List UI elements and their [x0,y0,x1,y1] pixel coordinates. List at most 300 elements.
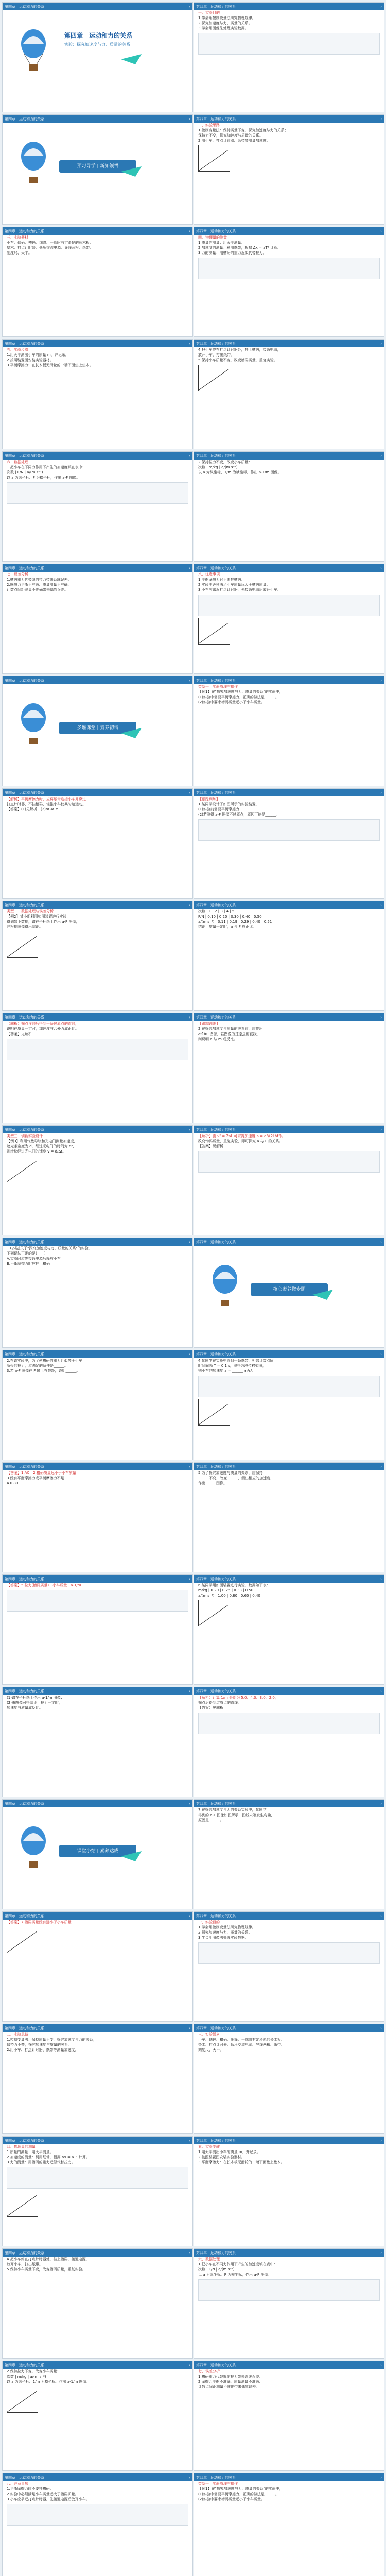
text-line: 八、注意事项 [198,572,220,577]
chapter-label: 第四章 运动和力的关系 [5,1352,44,1357]
text-line: 2.在该实验中，为了使槽码的重力近似等于小车 [7,1359,82,1363]
slide [194,2,384,112]
section-title: 课堂小结 | 素养达成 [77,1849,119,1854]
a-f-graph [7,931,38,958]
slide-header-bar [3,2137,192,2144]
chapter-label: 第四章 运动和力的关系 [5,4,44,9]
slide-header-bar [3,2249,192,2257]
slide-header-bar [3,1463,192,1470]
text-line: 2.摩擦力平衡不准确、质量测量不准确、 [7,583,72,587]
chapter-label: 第四章 运动和力的关系 [5,2138,44,2143]
text-line: 以 a 为纵坐标、F 为横坐标，作出 a-F 图像。 [7,476,80,480]
slide [194,901,384,1011]
text-line: 1.学会用控制变量法研究物理规律。 [198,16,256,20]
chapter-label: 第四章 运动和力的关系 [5,2475,44,2480]
slide-header-bar [194,1126,384,1133]
text-line: a-1/m 图像，若图像为过原点的直线， [198,1032,260,1036]
chevron-icon: › [380,4,382,9]
slide [194,788,384,899]
lesson-title: 实验：探究加速度与力、质量的关系 [64,42,130,47]
text-line: 刻度尺、天平。 [198,2048,223,2052]
text-line: 4.0.80 [7,1481,19,1485]
slide [2,451,193,562]
text-line: 以 a 为纵坐标、1/m 为横坐标，作出 a-1/m 图像。 [198,470,282,474]
slide [2,1013,193,1123]
text-line: 5.保持小车质量不变，改变槽码质量，重复实验。 [7,2267,86,2272]
chevron-icon: › [189,790,190,795]
text-line: 八、注意事项 [7,2482,28,2486]
slide-header-bar [3,1912,192,1920]
apparatus-diagram [198,2279,380,2301]
text-line: a/(m·s⁻²) | 0.11 | 0.19 | 0.29 | 0.40 | 0.51 [198,920,272,924]
text-line: 1.控制变量法：保持质量不变，探究加速度与力的关系； [198,128,288,132]
slide [2,1462,193,1572]
chapter-label: 第四章 运动和力的关系 [196,566,236,570]
text-line: 1.质量的测量：用天平测量。 [7,2150,54,2154]
chapter-label: 第四章 运动和力的关系 [5,341,44,346]
text-line: 以 a 为纵坐标、F 为横坐标，作出 a-F 图像。 [198,2273,272,2277]
paper-plane-icon [312,1290,333,1300]
slide [194,1911,384,2022]
chevron-icon: › [189,1127,190,1132]
slide-header-bar [3,1687,192,1695]
a-f-graph [198,365,230,391]
text-line: 类型三 创新实验设计 [7,1134,43,1138]
text-line: 3.没有平衡摩擦力或平衡摩擦力不足 [7,1476,64,1480]
chapter-label: 第四章 运动和力的关系 [196,2138,236,2143]
text-line: 5.保持小车质量不变，改变槽码质量，重复实验。 [198,358,277,362]
chevron-icon: › [380,790,382,795]
a-f-graph [198,145,230,172]
a-f-graph [198,1600,230,1626]
text-line: 2.加速度的测量：利用纸带，根据 Δx = aT² 计算。 [198,246,281,250]
slide-header-bar [194,901,384,909]
slide-header-bar [194,2473,384,2481]
text-line: 3.力的测量：用槽码的重力近似代替拉力。 [198,251,267,255]
text-line: 【解析】由 v² = 2aL 可求得加速度 a = d²/(2LΔt²)。 [198,1134,285,1138]
slide [194,1238,384,1348]
text-line: 【跟踪训练】 [198,1022,220,1026]
text-line: 【解析】平衡摩擦力时，应将纸带连接小车并穿过 [7,797,86,801]
text-line: 一、实验目的 [198,11,220,15]
slide [194,114,384,225]
slide [194,2024,384,2134]
slide-header-bar [194,2361,384,2369]
text-line: 计数点间距测量不准确带来偶然误差。 [198,2385,259,2389]
text-line: a/(m·s⁻²) | 1.00 | 0.80 | 0.60 | 0.40 [198,1594,260,1598]
text-line: 1.控制变量法：保持质量不变，探究加速度与力的关系； [7,2038,97,2042]
text-line: 时间间隔 T = 0.1 s，测得各段位移如图， [198,1364,266,1368]
text-line: 2.在探究加速度与质量的关系时，应作出 [198,1027,263,1031]
chapter-label: 第四章 运动和力的关系 [196,678,236,683]
text-line: F/N | 0.10 | 0.20 | 0.30 | 0.40 | 0.50 [198,914,262,919]
chevron-icon: › [380,903,382,907]
chapter-label: 第四章 运动和力的关系 [5,116,44,121]
text-line: A.实验时应先接通电源后释放小车 [7,1257,61,1261]
chevron-icon: › [189,2026,190,2030]
chevron-icon: › [380,1464,382,1469]
chapter-label: 第四章 运动和力的关系 [5,229,44,233]
text-line: 1.用天平测出小车的质量 m，并记录。 [198,2150,260,2154]
chapter-label: 第四章 运动和力的关系 [196,116,236,121]
chapter-label: 第四章 运动和力的关系 [5,1577,44,1581]
text-line: 7.在探究加速度与力的关系实验中，某同学 [198,1808,267,1812]
chapter-label: 第四章 运动和力的关系 [196,1240,236,1244]
text-line: 【答案】见解析 [198,1706,223,1710]
slide-header-bar [194,564,384,572]
text-line: 说明在质量一定时，加速度与合外力成正比。 [7,1027,79,1031]
slide-header-bar [3,1238,192,1246]
slide [194,2136,384,2246]
apparatus-diagram [198,258,380,279]
text-line: 四、物理量的测量 [7,2145,36,2149]
chapter-label: 第四章 运动和力的关系 [5,1240,44,1244]
text-line: 二、实验思路 [7,2032,28,2037]
text-line: 遮光条宽度为 d，经过光电门的时间为 Δt， [7,1144,77,1148]
chapter-label: 第四章 运动和力的关系 [196,4,236,9]
slide-header-bar [194,3,384,10]
text-line: 类型一 实验原理与操作 [198,685,238,689]
chapter-label: 第四章 运动和力的关系 [5,790,44,795]
text-line: 结论：质量一定时，a 与 F 成正比。 [198,925,256,929]
chevron-icon: › [189,2138,190,2143]
chapter-label: 第四章 运动和力的关系 [196,2250,236,2255]
text-line: 得到的 a-F 图像如图所示，图线末端发生弯曲， [198,1813,275,1817]
slide [194,2361,384,2471]
paper-plane-icon [121,166,142,177]
text-line: 3.学会用图像法处理实验数据。 [198,1936,249,1940]
slide [194,1125,384,1235]
text-line: 【答案】(1)见解析 (2)m ≪ M [7,807,59,811]
slide-header-bar [3,452,192,460]
chevron-icon: › [189,4,190,9]
text-line: 并根据图像得出结论。 [7,925,43,929]
text-line: 类型一 实验原理与操作 [198,2482,238,2486]
slide [2,114,193,225]
text-line: 次数 | F/N | a/(m·s⁻²) [198,2267,235,2272]
slide [2,1125,193,1235]
text-line: 二、实验思路 [198,123,220,127]
chapter-label: 第四章 运动和力的关系 [5,678,44,683]
chapter-label: 第四章 运动和力的关系 [196,1352,236,1357]
text-line: 3.力的测量：用槽码的重力近似代替拉力。 [7,2160,75,2164]
chapter-label: 第四章 运动和力的关系 [5,566,44,570]
chevron-icon: › [189,341,190,346]
text-line: 3.小车应靠近打点计时器，先接通电源后放开小车。 [198,588,281,592]
text-line: 三、实验器材 [7,235,28,240]
text-line: 类型二 数据处理与误差分析 [7,909,54,913]
a-f-graph [7,1927,38,1953]
slide-header-bar [3,340,192,347]
chapter-label: 第四章 运动和力的关系 [196,2026,236,2030]
text-line: 则小车的加速度 a = ______ m/s²。 [198,1369,256,1373]
text-line: 2.按照装置图安装实验器材。 [7,358,54,362]
text-line: 描点后得到过原点的直线。 [198,1701,241,1705]
slide-header-bar [194,1800,384,1807]
slide-header-bar [3,2024,192,2032]
text-line: 放开小车，打出纸带。 [198,353,234,357]
text-line: 次数 | 1 | 2 | 3 | 4 | 5 [198,909,235,913]
text-line: 【例3】利用气垫导轨和光电门测量加速度， [7,1139,78,1143]
text-line: 2.用小车、打点计时器、纸带等测量加速度。 [7,2048,79,2052]
apparatus-diagram [7,482,188,504]
chevron-icon: › [189,1352,190,1357]
text-line: 保持力不变，探究加速度与质量的关系。 [198,133,263,138]
chevron-icon: › [189,2363,190,2367]
text-line: 【答案】5.拉力(槽码质量) 小车质量 a-1/m [7,1583,81,1587]
chapter-label: 第四章 运动和力的关系 [5,2250,44,2255]
apparatus-diagram [198,1151,380,1173]
balloon-icon [209,1264,240,1310]
slide [2,676,193,786]
slide [2,2473,193,2576]
text-line: (1)实验中需要平衡摩擦力，正确的做法是______。 [198,2492,279,2496]
text-line: 2.摩擦力平衡不准确、质量测量不准确、 [198,2380,263,2384]
text-line: 原因是______。 [198,1818,223,1822]
chevron-icon: › [380,1801,382,1806]
slide [194,2473,384,2576]
text-line: 小车、砝码、槽码、细绳、一端附有定滑轮的长木板、 [198,2038,285,2042]
slide-header-bar [194,1575,384,1583]
slide [194,2248,384,2359]
chevron-icon: › [380,1015,382,1020]
text-line: (2)实验中要求槽码质量远小于小车质量。 [198,700,265,704]
chevron-icon: › [189,1464,190,1469]
slide-header-bar [3,3,192,10]
apparatus-diagram [7,2504,188,2526]
balloon-icon [18,1825,49,1872]
chapter-label: 第四章 运动和力的关系 [5,903,44,907]
a-f-graph [198,618,230,645]
slide-header-bar [194,1013,384,1021]
chapter-label: 第四章 运动和力的关系 [196,1801,236,1806]
slide-header-bar [3,1126,192,1133]
text-line: 则滑块经过光电门的速度 v = d/Δt。 [7,1149,66,1154]
text-line: 【例1】在"探究加速度与力、质量的关系"的实验中， [198,2487,283,2491]
chapter-label: 第四章 运动和力的关系 [196,453,236,458]
slide-header-bar [3,676,192,684]
apparatus-diagram [198,1376,380,1397]
text-line: 五、实验步骤 [7,348,28,352]
text-line: (1)实验中需要平衡摩擦力，正确的做法是______。 [198,695,279,699]
text-line: 4.把小车停在打点计时器处，挂上槽码，接通电源， [198,348,281,352]
text-line: (1)实验前需要平衡摩擦力； [198,807,243,811]
slide-header-bar [194,1463,384,1470]
chevron-icon: › [380,2475,382,2480]
text-line: 次数 | m/kg | a/(m·s⁻²) [7,2375,46,2379]
slide [194,451,384,562]
text-line: 【答案】见解析 [7,1032,32,1036]
slide-header-bar [194,227,384,235]
slide [2,1911,193,2022]
slide-header-bar [194,1350,384,1358]
text-line: 3.学会用图像法处理实验数据。 [198,26,249,30]
slide [194,339,384,449]
apparatus-diagram [198,595,380,616]
page-title: 第四章 运动和力的关系 [64,32,133,39]
text-line: 【解析】计算 1/m 分别为 5.0、4.0、3.0、2.0， [198,1696,278,1700]
slide [2,564,193,674]
paper-plane-icon [121,728,142,738]
text-line: ______不变，改变______，测出相应的加速度， [198,1476,274,1480]
slide [194,1350,384,1460]
text-line: 2.探究加速度与力、质量的关系。 [198,21,252,25]
chevron-icon: › [189,2475,190,2480]
slide-header-bar [3,1013,192,1021]
text-line: 2.探究加速度与力、质量的关系。 [198,1930,252,1935]
paper-plane-icon [121,54,142,64]
chapter-label: 第四章 运动和力的关系 [196,1015,236,1020]
chevron-icon: › [380,1240,382,1244]
chevron-icon: › [380,453,382,458]
text-line: 刻度尺、天平。 [7,251,32,255]
slide-header-bar [194,2137,384,2144]
chapter-label: 第四章 运动和力的关系 [196,903,236,907]
text-line: (2)由图像可得结论：拉力一定时， [7,1701,62,1705]
text-line: 3.平衡摩擦力：在长木板无滑轮的一端下面垫上垫木。 [198,2160,285,2164]
section-title: 预习导学 | 新知领悟 [77,164,119,169]
text-line: 五、实验步骤 [198,2145,220,2149]
chevron-icon: › [380,116,382,121]
text-line: 5.为了探究加速度与质量的关系，应保持 [198,1471,263,1475]
text-line: 2.按照装置图安装实验器材。 [198,2155,245,2159]
balloon-icon [18,28,49,75]
apparatus-diagram [198,1713,380,1734]
chapter-label: 第四章 运动和力的关系 [5,1801,44,1806]
text-line: 【解析】描点连线后得到一条过原点的直线， [7,1022,79,1026]
chapter-label: 第四章 运动和力的关系 [5,453,44,458]
chevron-icon: › [380,229,382,233]
text-line: 1.把小车在不同力作用下产生的加速度填在表中： [198,2262,277,2266]
paper-plane-icon [121,1851,142,1861]
slide [194,1013,384,1123]
chapter-label: 第四章 运动和力的关系 [196,1689,236,1693]
chevron-icon: › [380,2250,382,2255]
slide-header-bar [194,2249,384,2257]
slide-header-bar [194,1912,384,1920]
text-line: (2)实验中要求槽码质量远小于小车质量。 [198,2497,265,2501]
chapter-label: 第四章 运动和力的关系 [196,1913,236,1918]
slide [2,901,193,1011]
chapter-label: 第四章 运动和力的关系 [196,2475,236,2480]
apparatus-diagram [198,819,380,841]
text-line: 七、误差分析 [198,2369,220,2374]
text-line: 作出______图像。 [198,1481,227,1485]
chevron-icon: › [189,1689,190,1693]
chevron-icon: › [189,1015,190,1020]
text-line: 加速度与质量成反比。 [7,1706,43,1710]
slide-header-bar [3,1575,192,1583]
chevron-icon: › [189,1801,190,1806]
chapter-label: 第四章 运动和力的关系 [196,341,236,346]
chevron-icon: › [189,229,190,233]
text-line: 1.槽码重力代替绳的拉力带来系统误差。 [7,578,72,582]
text-line: 四、物理量的测量 [198,235,227,240]
text-line: 3.若 a-F 图像在 F 轴上有截距，说明______。 [7,1369,80,1373]
chevron-icon: › [380,2138,382,2143]
slide-header-bar [194,2024,384,2032]
chapter-label: 第四章 运动和力的关系 [5,1127,44,1132]
slide [2,1238,193,1348]
chevron-icon: › [380,1689,382,1693]
slide [2,2136,193,2246]
a-f-graph [7,2191,38,2217]
chapter-label: 第四章 运动和力的关系 [196,790,236,795]
slide [194,676,384,786]
slide-header-bar [194,115,384,123]
balloon-icon [18,141,49,187]
apparatus-diagram [7,2167,188,2189]
slide [194,227,384,337]
text-line: 次数 | F/N | a/(m·s⁻²) [7,470,43,474]
text-line: 下列说法正确的是( ) [7,1251,46,1256]
slide-header-bar [3,901,192,909]
text-line: 2.保持拉力不变，改变小车质量： [198,460,252,464]
chevron-icon: › [189,1240,190,1244]
chapter-label: 第四章 运动和力的关系 [196,1127,236,1132]
text-line: 垫木、打点计时器、低压交流电源、导线两根、纸带、 [7,246,93,250]
chevron-icon: › [380,1352,382,1357]
chapter-label: 第四章 运动和力的关系 [196,1577,236,1581]
chapter-label: 第四章 运动和力的关系 [196,1464,236,1469]
slide-header-bar [3,789,192,796]
text-line: 六、数据处理 [198,2257,220,2261]
chapter-label: 第四章 运动和力的关系 [196,229,236,233]
text-line: 1.用天平测出小车的质量 m，并记录。 [7,353,69,357]
slide-header-bar [3,115,192,123]
chevron-icon: › [189,116,190,121]
chevron-icon: › [380,341,382,346]
text-line: 1.槽码重力代替绳的拉力带来系统误差。 [198,2375,263,2379]
slide-header-bar [194,676,384,684]
chapter-label: 第四章 运动和力的关系 [5,1689,44,1693]
text-line: 垫木、打点计时器、低压交流电源、导线两根、纸带、 [198,2043,285,2047]
slide [2,1350,193,1460]
chapter-label: 第四章 运动和力的关系 [5,2026,44,2030]
apparatus-diagram [7,1590,188,1612]
text-line: 保持力不变，探究加速度与质量的关系。 [7,2043,72,2047]
apparatus-diagram [198,1942,380,1964]
text-line: 【例2】某小组利用如图装置进行实验， [7,914,71,919]
text-line: (1)请在坐标纸上作出 a-1/m 图像； [7,1696,64,1700]
text-line: 以 a 为纵坐标、1/m 为横坐标，作出 a-1/m 图像。 [7,2380,90,2384]
slide [2,2024,193,2134]
slide-header-bar [3,2361,192,2369]
a-f-graph [7,1156,38,1182]
slide [2,1574,193,1685]
text-line: 2.实验中必须满足小车质量远大于槽码质量。 [198,583,270,587]
text-line: 【答案】1.AC 2.槽码质量远小于小车质量 [7,1471,76,1475]
slide [194,1799,384,1909]
chevron-icon: › [380,678,382,683]
text-line: 【答案】7.槽码质量没有远小于小车质量 [7,1920,72,1924]
text-line: 打点计时器，不挂槽码，轻推小车使其匀速运动。 [7,802,86,806]
text-line: 1.(多选)关于"探究加速度与力、质量的关系"的实验， [7,1246,92,1250]
chapter-label: 第四章 运动和力的关系 [5,1015,44,1020]
chapter-label: 第四章 运动和力的关系 [5,2363,44,2367]
slide [2,1687,193,1797]
chapter-label: 第四章 运动和力的关系 [196,2363,236,2367]
chevron-icon: › [380,2026,382,2030]
slide [194,1574,384,1685]
text-line: 所受的拉力，应满足的条件是______。 [7,1364,68,1368]
chevron-icon: › [380,1913,382,1918]
slide [194,564,384,674]
apparatus-diagram [7,1039,188,1060]
slide-header-bar [194,1687,384,1695]
text-line: (2)若测得 a-F 图像不过原点，原因可能是______。 [198,812,280,817]
chevron-icon: › [380,1577,382,1581]
